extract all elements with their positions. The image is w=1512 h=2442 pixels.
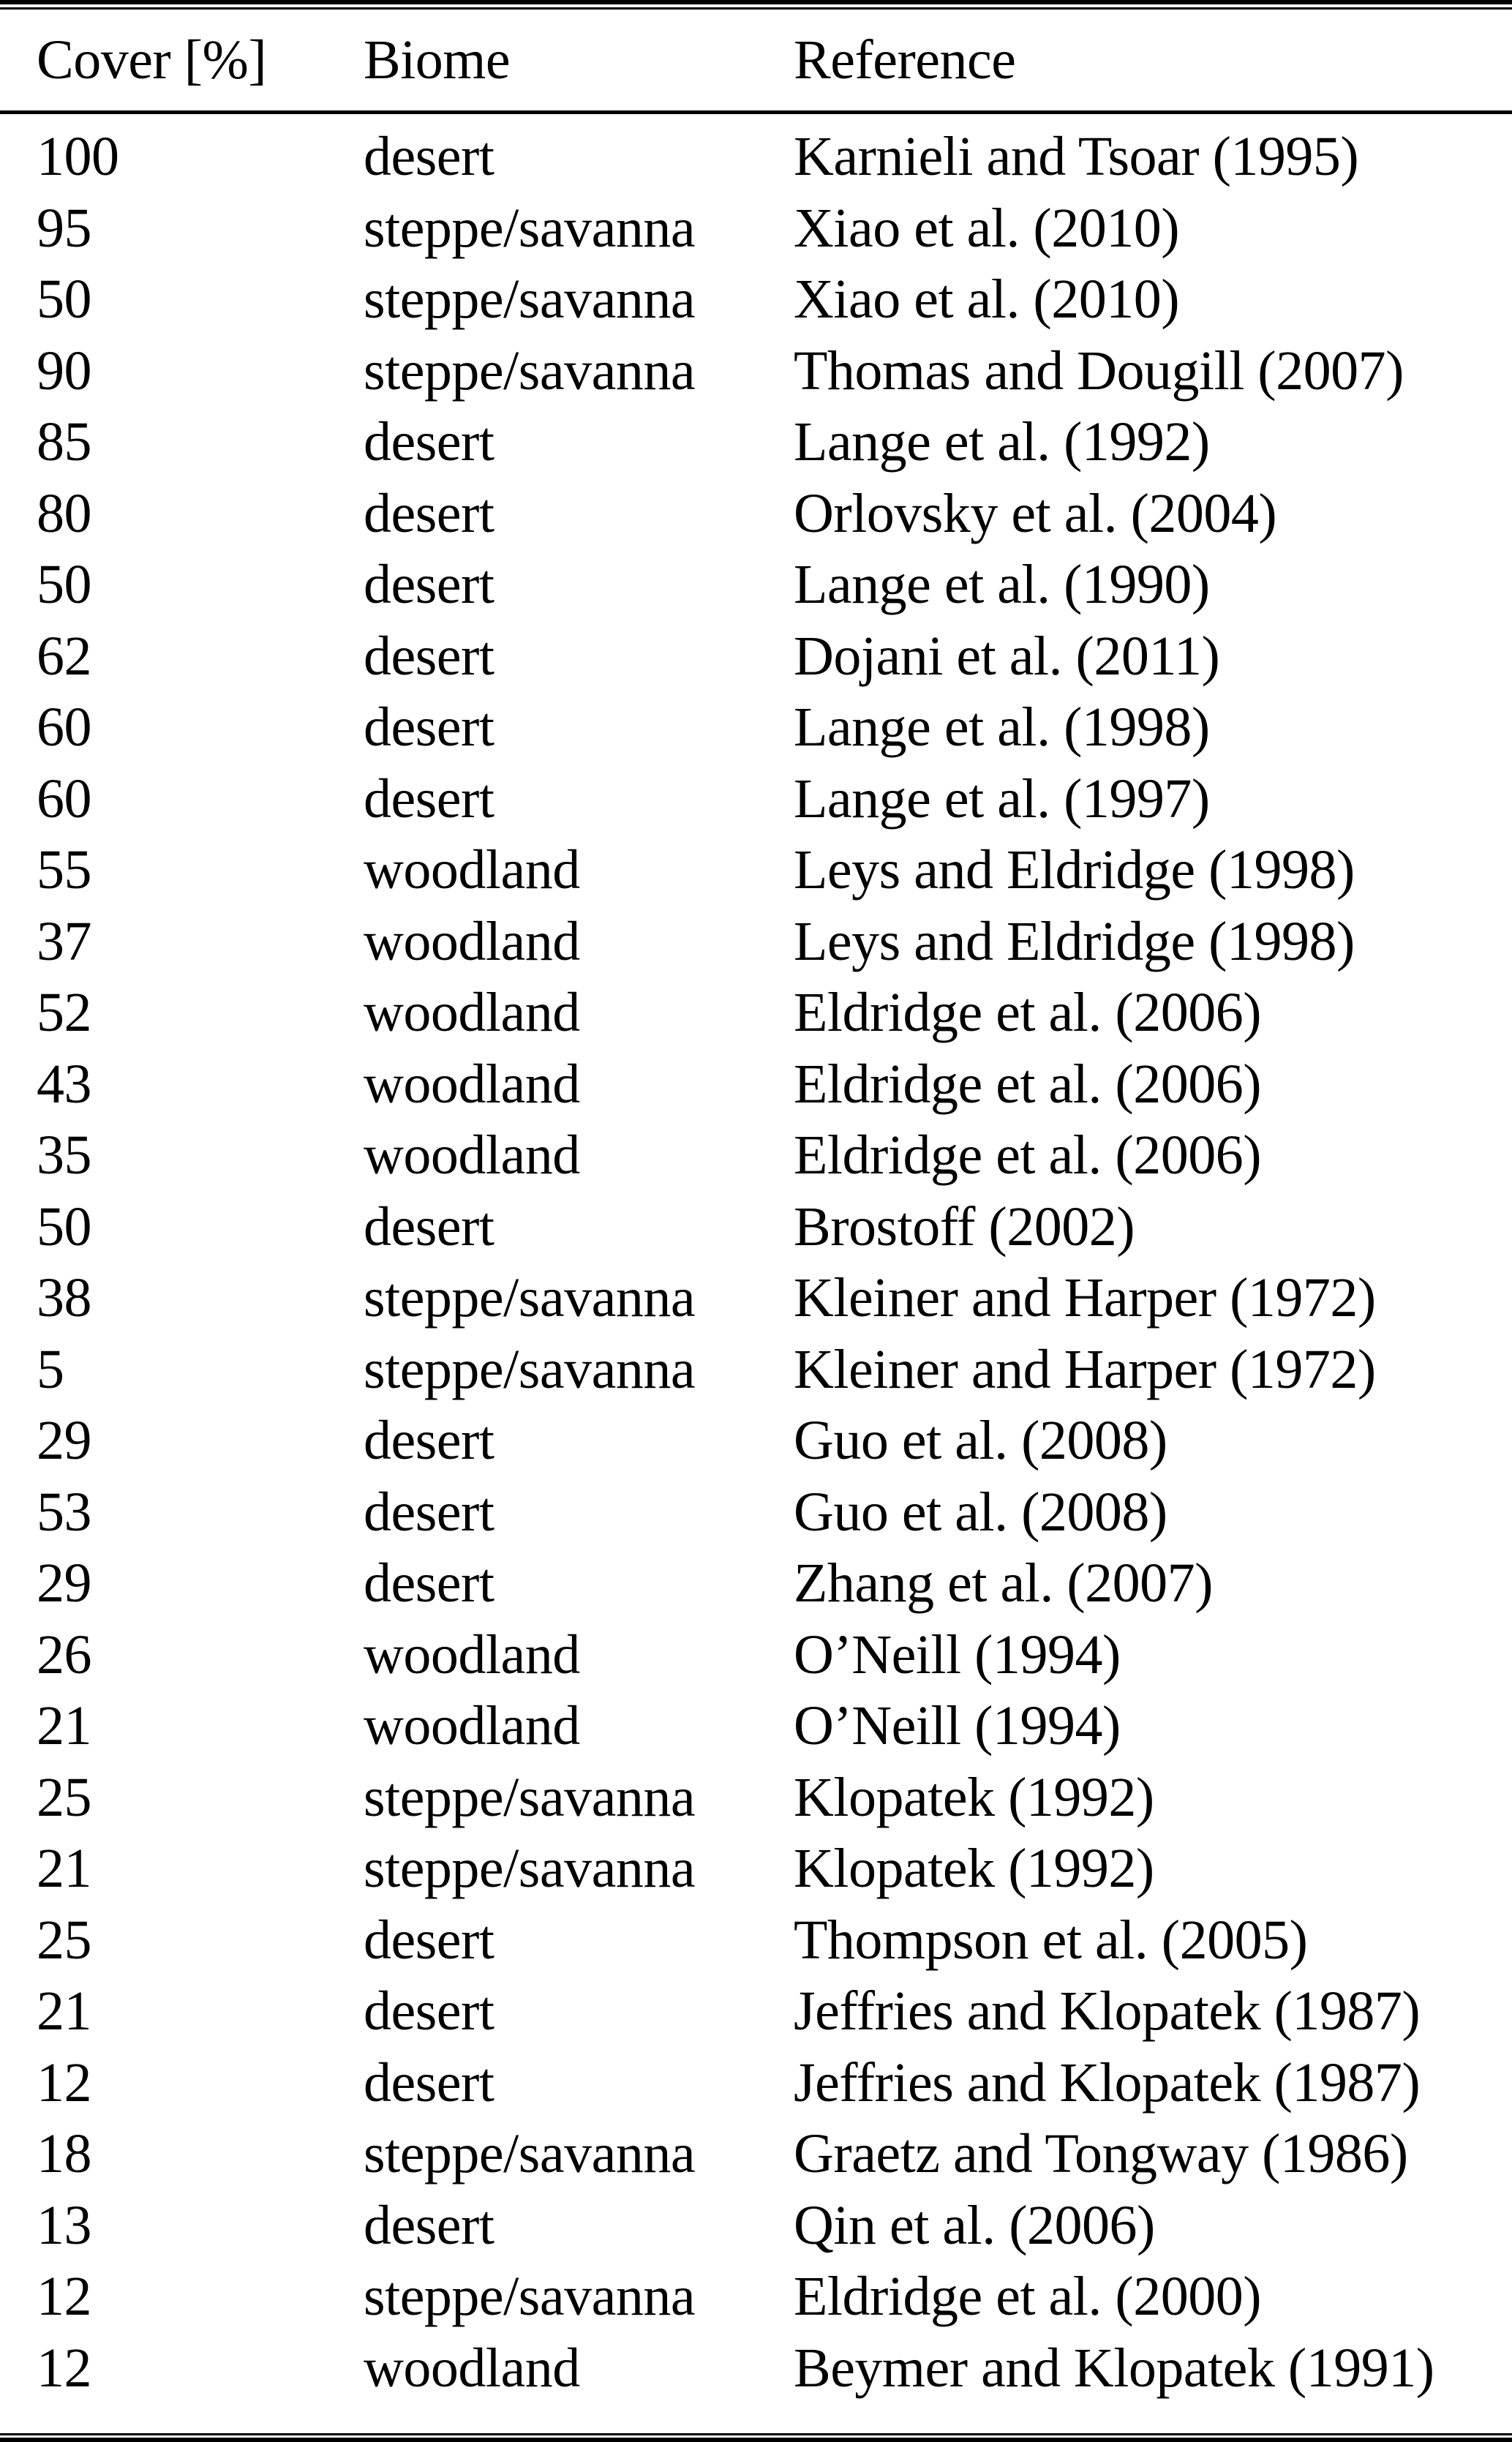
reference-cell: Kleiner and Harper (1972) bbox=[794, 1338, 1376, 1400]
cover-cell: 21 bbox=[37, 1838, 91, 1900]
table-row bbox=[0, 2190, 1512, 2262]
biome-cell: desert bbox=[364, 1552, 494, 1615]
biome-cell: desert bbox=[364, 696, 494, 759]
reference-cell: Leys and Eldridge (1998) bbox=[794, 839, 1355, 901]
cover-cell: 60 bbox=[37, 767, 91, 830]
table-row bbox=[0, 264, 1512, 336]
table-row bbox=[0, 2119, 1512, 2190]
table-header-row bbox=[0, 10, 1512, 110]
biome-cell: desert bbox=[364, 1980, 494, 2043]
column-header-cover: Cover [%] bbox=[37, 29, 267, 91]
biome-cell: steppe/savanna bbox=[364, 1267, 696, 1329]
reference-cell: O’Neill (1994) bbox=[794, 1623, 1121, 1686]
reference-cell: Graetz and Tongway (1986) bbox=[794, 2123, 1408, 2185]
top-rule-thick bbox=[0, 0, 1512, 4]
cover-cell: 85 bbox=[37, 411, 91, 473]
cover-cell: 35 bbox=[37, 1124, 91, 1187]
biome-cell: steppe/savanna bbox=[364, 1838, 696, 1900]
table-row bbox=[0, 121, 1512, 193]
biome-cell: woodland bbox=[364, 1124, 580, 1187]
biome-cell: steppe/savanna bbox=[364, 197, 696, 259]
cover-cell: 95 bbox=[37, 197, 91, 259]
reference-cell: Xiao et al. (2010) bbox=[794, 197, 1180, 259]
reference-cell: Thompson et al. (2005) bbox=[794, 1909, 1308, 1971]
cover-cell: 38 bbox=[37, 1267, 91, 1329]
cover-cell: 50 bbox=[37, 268, 91, 331]
reference-cell: O’Neill (1994) bbox=[794, 1695, 1121, 1757]
reference-cell: Karnieli and Tsoar (1995) bbox=[794, 126, 1359, 188]
cover-cell: 37 bbox=[37, 910, 91, 972]
table-row bbox=[0, 1334, 1512, 1406]
cover-cell: 21 bbox=[37, 1695, 91, 1757]
reference-cell: Brostoff (2002) bbox=[794, 1195, 1135, 1258]
reference-cell: Eldridge et al. (2006) bbox=[794, 1053, 1262, 1115]
cover-cell: 25 bbox=[37, 1909, 91, 1971]
table-row bbox=[0, 1049, 1512, 1121]
reference-cell: Eldridge et al. (2006) bbox=[794, 982, 1262, 1044]
biome-cell: desert bbox=[364, 2051, 494, 2114]
table-row bbox=[0, 193, 1512, 265]
cover-cell: 18 bbox=[37, 2123, 91, 2185]
table-row bbox=[0, 407, 1512, 478]
table-row bbox=[0, 764, 1512, 835]
reference-cell: Thomas and Dougill (2007) bbox=[794, 339, 1404, 402]
reference-cell: Eldridge et al. (2006) bbox=[794, 1124, 1262, 1187]
table-row bbox=[0, 1762, 1512, 1834]
cover-cell: 90 bbox=[37, 339, 91, 402]
biome-cell: desert bbox=[364, 1195, 494, 1258]
table-row bbox=[0, 1263, 1512, 1334]
reference-cell: Kleiner and Harper (1972) bbox=[794, 1267, 1376, 1329]
cover-cell: 29 bbox=[37, 1410, 91, 1472]
cover-cell: 55 bbox=[37, 839, 91, 901]
biome-cell: woodland bbox=[364, 1623, 580, 1686]
cover-cell: 52 bbox=[37, 982, 91, 1044]
biome-cell: desert bbox=[364, 126, 494, 188]
biome-cell: woodland bbox=[364, 2337, 580, 2399]
reference-cell: Lange et al. (1997) bbox=[794, 767, 1210, 830]
cover-cell: 12 bbox=[37, 2337, 91, 2399]
header-divider-rule bbox=[0, 110, 1512, 114]
cover-cell: 13 bbox=[37, 2194, 91, 2256]
biome-cell: desert bbox=[364, 1909, 494, 1971]
column-header-reference: Reference bbox=[794, 29, 1016, 91]
table-row bbox=[0, 336, 1512, 407]
reference-cell: Klopatek (1992) bbox=[794, 1766, 1154, 1828]
reference-cell: Zhang et al. (2007) bbox=[794, 1552, 1213, 1615]
bottom-rule-thick bbox=[0, 2438, 1512, 2442]
cover-cell: 80 bbox=[37, 482, 91, 544]
reference-cell: Klopatek (1992) bbox=[794, 1838, 1154, 1900]
reference-cell: Orlovsky et al. (2004) bbox=[794, 482, 1277, 544]
reference-cell: Guo et al. (2008) bbox=[794, 1481, 1167, 1543]
cover-cell: 100 bbox=[37, 126, 119, 188]
cover-cell: 60 bbox=[37, 696, 91, 759]
table-row bbox=[0, 2048, 1512, 2119]
biome-cell: desert bbox=[364, 482, 494, 544]
biome-cell: woodland bbox=[364, 1695, 580, 1757]
cover-cell: 21 bbox=[37, 1980, 91, 2043]
table-row bbox=[0, 977, 1512, 1049]
table-row bbox=[0, 1477, 1512, 1549]
biome-cell: woodland bbox=[364, 982, 580, 1044]
bottom-rule-thin bbox=[0, 2433, 1512, 2435]
biome-cell: steppe/savanna bbox=[364, 339, 696, 402]
biome-cell: steppe/savanna bbox=[364, 268, 696, 331]
reference-cell: Jeffries and Klopatek (1987) bbox=[794, 2051, 1421, 2114]
biome-cell: woodland bbox=[364, 1053, 580, 1115]
cover-cell: 5 bbox=[37, 1338, 64, 1400]
cover-cell: 62 bbox=[37, 625, 91, 687]
table-row bbox=[0, 1120, 1512, 1192]
cover-cell: 12 bbox=[37, 2266, 91, 2328]
column-header-biome: Biome bbox=[364, 29, 511, 91]
biome-cell: steppe/savanna bbox=[364, 2123, 696, 2185]
table-body bbox=[0, 121, 1512, 2404]
biome-cell: desert bbox=[364, 767, 494, 830]
cover-cell: 50 bbox=[37, 1195, 91, 1258]
reference-cell: Beymer and Klopatek (1991) bbox=[794, 2337, 1434, 2399]
cover-cell: 25 bbox=[37, 1766, 91, 1828]
biome-cell: woodland bbox=[364, 839, 580, 901]
table-row bbox=[0, 1691, 1512, 1762]
table-row bbox=[0, 1192, 1512, 1263]
reference-cell: Qin et al. (2006) bbox=[794, 2194, 1155, 2256]
table-row bbox=[0, 1905, 1512, 1977]
table-row bbox=[0, 478, 1512, 550]
reference-cell: Lange et al. (1990) bbox=[794, 554, 1210, 616]
biome-cell: desert bbox=[364, 1410, 494, 1472]
cover-cell: 43 bbox=[37, 1053, 91, 1115]
reference-cell: Lange et al. (1998) bbox=[794, 696, 1210, 759]
table-row bbox=[0, 2261, 1512, 2333]
table-row bbox=[0, 2333, 1512, 2405]
table-row bbox=[0, 1976, 1512, 2048]
table-row bbox=[0, 1548, 1512, 1620]
reference-cell: Leys and Eldridge (1998) bbox=[794, 910, 1355, 972]
table-row bbox=[0, 621, 1512, 693]
table-row bbox=[0, 692, 1512, 764]
table-row bbox=[0, 1620, 1512, 1691]
biome-cell: desert bbox=[364, 554, 494, 616]
table-row bbox=[0, 1405, 1512, 1477]
reference-cell: Guo et al. (2008) bbox=[794, 1410, 1167, 1472]
biome-cell: steppe/savanna bbox=[364, 1338, 696, 1400]
cover-cell: 26 bbox=[37, 1623, 91, 1686]
cover-cell: 12 bbox=[37, 2051, 91, 2114]
reference-cell: Xiao et al. (2010) bbox=[794, 268, 1180, 331]
reference-cell: Jeffries and Klopatek (1987) bbox=[794, 1980, 1421, 2043]
biome-cell: desert bbox=[364, 411, 494, 473]
reference-cell: Lange et al. (1992) bbox=[794, 411, 1210, 473]
table-row bbox=[0, 906, 1512, 978]
biome-cell: steppe/savanna bbox=[364, 2266, 696, 2328]
biome-cell: desert bbox=[364, 2194, 494, 2256]
table-row bbox=[0, 835, 1512, 906]
cover-cell: 53 bbox=[37, 1481, 91, 1543]
table-row bbox=[0, 549, 1512, 621]
biome-cell: desert bbox=[364, 625, 494, 687]
biome-cell: steppe/savanna bbox=[364, 1766, 696, 1828]
reference-cell: Dojani et al. (2011) bbox=[794, 625, 1220, 687]
cover-cell: 29 bbox=[37, 1552, 91, 1615]
reference-cell: Eldridge et al. (2000) bbox=[794, 2266, 1262, 2328]
cover-cell: 50 bbox=[37, 554, 91, 616]
table-row bbox=[0, 1833, 1512, 1905]
biome-cell: desert bbox=[364, 1481, 494, 1543]
biome-cell: woodland bbox=[364, 910, 580, 972]
